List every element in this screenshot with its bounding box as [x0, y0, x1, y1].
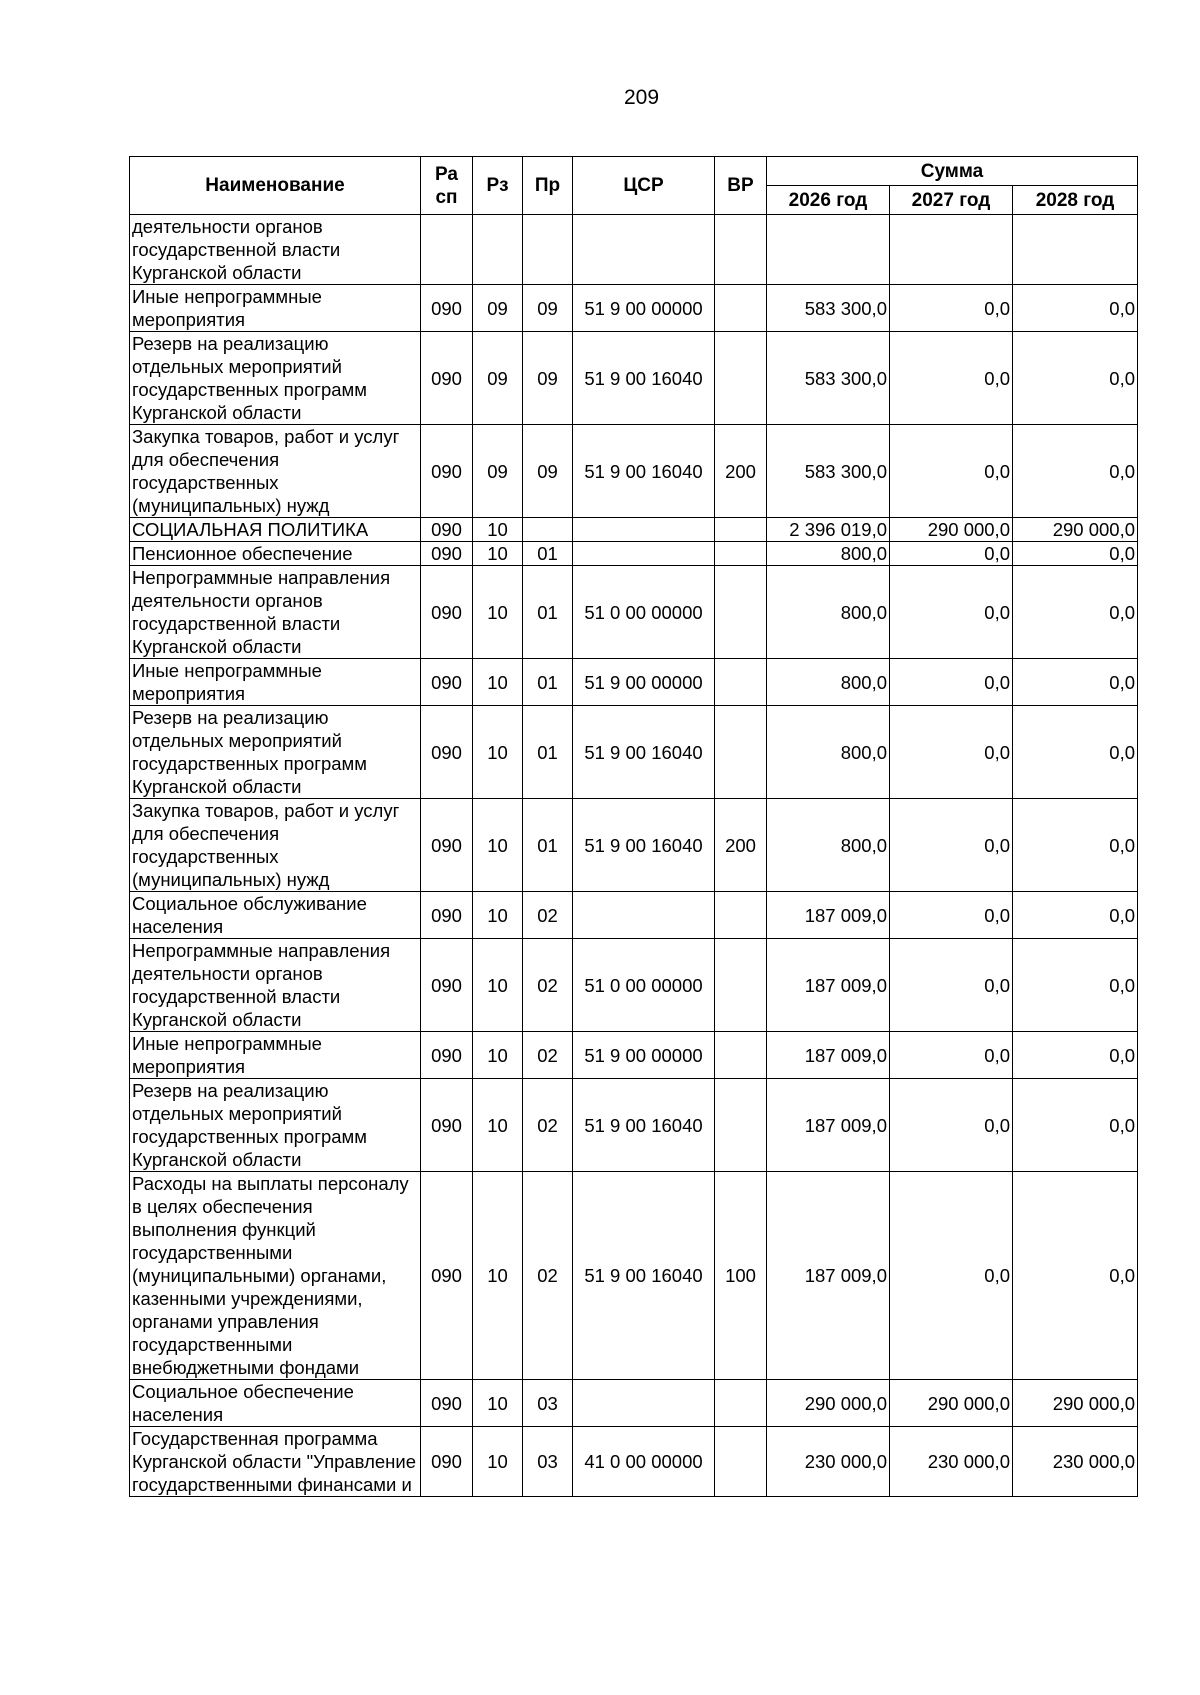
- row-vr: [715, 706, 767, 799]
- row-vr: [715, 542, 767, 566]
- table-row: [130, 332, 1138, 425]
- row-2027: 0,0: [890, 1172, 1013, 1380]
- row-2026: 2 396 019,0: [767, 518, 890, 542]
- row-pr: 02: [523, 1079, 573, 1172]
- row-vr: [715, 1032, 767, 1079]
- row-2028: 290 000,0: [1013, 518, 1138, 542]
- row-vr: 200: [715, 425, 767, 518]
- table-row: [130, 425, 1138, 518]
- row-csr: 41 0 00 00000: [573, 1427, 715, 1497]
- row-2028: 0,0: [1013, 1032, 1138, 1079]
- row-2028: 0,0: [1013, 566, 1138, 659]
- row-name: Социальное обеспечение населения: [130, 1380, 421, 1427]
- row-csr: [573, 518, 715, 542]
- row-2026: 187 009,0: [767, 892, 890, 939]
- header-2028: 2028 год: [1013, 186, 1138, 215]
- row-2026: 230 000,0: [767, 1427, 890, 1497]
- row-2027: 290 000,0: [890, 518, 1013, 542]
- row-2028: 0,0: [1013, 1079, 1138, 1172]
- row-vr: [715, 215, 767, 285]
- row-rz: 10: [473, 1172, 523, 1380]
- row-2026: 800,0: [767, 542, 890, 566]
- row-2028: 0,0: [1013, 659, 1138, 706]
- row-pr: 02: [523, 939, 573, 1032]
- row-2026: 583 300,0: [767, 425, 890, 518]
- row-csr: 51 0 00 00000: [573, 566, 715, 659]
- row-name: СОЦИАЛЬНАЯ ПОЛИТИКА: [130, 518, 421, 542]
- budget-table: [129, 156, 1138, 1497]
- row-vr: 100: [715, 1172, 767, 1380]
- row-rasp: 090: [421, 799, 473, 892]
- row-2027: 0,0: [890, 425, 1013, 518]
- row-2026: 800,0: [767, 566, 890, 659]
- row-2027: 0,0: [890, 542, 1013, 566]
- row-pr: 09: [523, 285, 573, 332]
- row-2028: [1013, 215, 1138, 285]
- row-2027: 0,0: [890, 706, 1013, 799]
- row-rz: 10: [473, 518, 523, 542]
- row-csr: 51 9 00 16040: [573, 706, 715, 799]
- row-vr: [715, 659, 767, 706]
- row-2026: 800,0: [767, 706, 890, 799]
- row-2026: 583 300,0: [767, 285, 890, 332]
- row-csr: 51 9 00 16040: [573, 799, 715, 892]
- row-rz: 10: [473, 1032, 523, 1079]
- header-pr: Пр: [523, 157, 573, 215]
- row-2028: 0,0: [1013, 706, 1138, 799]
- row-rz: 10: [473, 1427, 523, 1497]
- row-name: Закупка товаров, работ и услуг для обеспечения государственных (муниципальных) нужд: [130, 799, 421, 892]
- header-vr: ВР: [715, 157, 767, 215]
- row-rz: 10: [473, 566, 523, 659]
- row-rasp: 090: [421, 566, 473, 659]
- row-2027: 0,0: [890, 332, 1013, 425]
- table-row: [130, 1380, 1138, 1427]
- row-rz: 10: [473, 706, 523, 799]
- row-name: Иные непрограммные мероприятия: [130, 285, 421, 332]
- row-csr: [573, 215, 715, 285]
- row-2027: 0,0: [890, 939, 1013, 1032]
- row-vr: [715, 1380, 767, 1427]
- row-pr: 01: [523, 799, 573, 892]
- row-pr: 03: [523, 1427, 573, 1497]
- row-vr: [715, 518, 767, 542]
- row-2027: 0,0: [890, 799, 1013, 892]
- header-2027: 2027 год: [890, 186, 1013, 215]
- table-row: [130, 659, 1138, 706]
- table-row: [130, 939, 1138, 1032]
- row-2028: 0,0: [1013, 542, 1138, 566]
- row-2028: 0,0: [1013, 332, 1138, 425]
- table-row: [130, 1079, 1138, 1172]
- row-rz: 10: [473, 1380, 523, 1427]
- row-name: Резерв на реализацию отдельных мероприятий государственных программ Курганской области: [130, 332, 421, 425]
- row-2026: 800,0: [767, 799, 890, 892]
- row-rz: 10: [473, 939, 523, 1032]
- row-rasp: 090: [421, 1032, 473, 1079]
- row-2026: 290 000,0: [767, 1380, 890, 1427]
- row-pr: 02: [523, 1032, 573, 1079]
- row-pr: 01: [523, 706, 573, 799]
- row-pr: 09: [523, 425, 573, 518]
- row-2028: 0,0: [1013, 285, 1138, 332]
- row-rasp: 090: [421, 1380, 473, 1427]
- row-rz: 09: [473, 285, 523, 332]
- row-csr: 51 9 00 00000: [573, 285, 715, 332]
- row-pr: 09: [523, 332, 573, 425]
- row-name: Резерв на реализацию отдельных мероприятий государственных программ Курганской области: [130, 706, 421, 799]
- table-row: [130, 215, 1138, 285]
- row-rz: 10: [473, 659, 523, 706]
- row-csr: [573, 1380, 715, 1427]
- row-2026: [767, 215, 890, 285]
- header-csr: ЦСР: [573, 157, 715, 215]
- row-2028: 0,0: [1013, 425, 1138, 518]
- row-2028: 0,0: [1013, 892, 1138, 939]
- row-rasp: 090: [421, 706, 473, 799]
- row-vr: [715, 566, 767, 659]
- header-rasp: Ра сп: [421, 157, 473, 215]
- table-row: [130, 799, 1138, 892]
- row-name: Пенсионное обеспечение: [130, 542, 421, 566]
- row-2026: 800,0: [767, 659, 890, 706]
- row-rasp: 090: [421, 542, 473, 566]
- row-rasp: 090: [421, 1172, 473, 1380]
- header-rz: Рз: [473, 157, 523, 215]
- row-rz: 10: [473, 892, 523, 939]
- row-2028: 0,0: [1013, 939, 1138, 1032]
- row-pr: 01: [523, 542, 573, 566]
- row-name: Непрограммные направления деятельности органов государственной власти Курганской области: [130, 566, 421, 659]
- row-vr: [715, 939, 767, 1032]
- row-2027: 290 000,0: [890, 1380, 1013, 1427]
- table-row: [130, 1032, 1138, 1079]
- row-csr: [573, 892, 715, 939]
- row-csr: 51 9 00 16040: [573, 425, 715, 518]
- table-row: [130, 1427, 1138, 1497]
- row-rasp: 090: [421, 1079, 473, 1172]
- row-pr: 02: [523, 892, 573, 939]
- row-name: Резерв на реализацию отдельных мероприятий государственных программ Курганской области: [130, 1079, 421, 1172]
- row-pr: 01: [523, 566, 573, 659]
- row-rasp: 090: [421, 332, 473, 425]
- row-name: деятельности органов государственной власти Курганской области: [130, 215, 421, 285]
- row-rasp: 090: [421, 892, 473, 939]
- row-name: Закупка товаров, работ и услуг для обеспечения государственных (муниципальных) нужд: [130, 425, 421, 518]
- row-rasp: [421, 215, 473, 285]
- row-2028: 230 000,0: [1013, 1427, 1138, 1497]
- row-name: Иные непрограммные мероприятия: [130, 659, 421, 706]
- row-rasp: 090: [421, 939, 473, 1032]
- row-name: Иные непрограммные мероприятия: [130, 1032, 421, 1079]
- row-2028: 290 000,0: [1013, 1380, 1138, 1427]
- row-csr: 51 9 00 16040: [573, 1079, 715, 1172]
- row-rasp: 090: [421, 1427, 473, 1497]
- row-rasp: 090: [421, 285, 473, 332]
- row-2026: 583 300,0: [767, 332, 890, 425]
- header-2026: 2026 год: [767, 186, 890, 215]
- row-csr: 51 9 00 16040: [573, 1172, 715, 1380]
- row-name: Государственная программа Курганской области "Управление государственными финансами и: [130, 1427, 421, 1497]
- row-rz: 10: [473, 799, 523, 892]
- row-2026: 187 009,0: [767, 1032, 890, 1079]
- row-name: Непрограммные направления деятельности органов государственной власти Курганской области: [130, 939, 421, 1032]
- row-name: Расходы на выплаты персоналу в целях обеспечения выполнения функций государственными (муниципальными) органами, казенными учреждениями, органами управления государственными внебюджетными фондами: [130, 1172, 421, 1380]
- row-rasp: 090: [421, 659, 473, 706]
- table-row: [130, 706, 1138, 799]
- row-rz: 09: [473, 332, 523, 425]
- row-2028: 0,0: [1013, 799, 1138, 892]
- row-vr: 200: [715, 799, 767, 892]
- table-row: [130, 1172, 1138, 1380]
- row-csr: 51 9 00 00000: [573, 1032, 715, 1079]
- row-pr: [523, 518, 573, 542]
- page-number: 209: [623, 86, 660, 109]
- row-pr: 03: [523, 1380, 573, 1427]
- table-row: [130, 285, 1138, 332]
- row-2027: [890, 215, 1013, 285]
- row-pr: [523, 215, 573, 285]
- table-row: [130, 518, 1138, 542]
- row-rz: 09: [473, 425, 523, 518]
- row-csr: [573, 542, 715, 566]
- row-pr: 01: [523, 659, 573, 706]
- row-csr: 51 9 00 00000: [573, 659, 715, 706]
- row-2027: 0,0: [890, 285, 1013, 332]
- row-rz: [473, 215, 523, 285]
- header-sum: Сумма: [767, 157, 1138, 186]
- row-rz: 10: [473, 1079, 523, 1172]
- row-csr: 51 9 00 16040: [573, 332, 715, 425]
- row-rasp: 090: [421, 518, 473, 542]
- row-2026: 187 009,0: [767, 1172, 890, 1380]
- row-2028: 0,0: [1013, 1172, 1138, 1380]
- row-2027: 0,0: [890, 1032, 1013, 1079]
- header-name: Наименование: [130, 157, 421, 215]
- row-vr: [715, 1427, 767, 1497]
- row-csr: 51 0 00 00000: [573, 939, 715, 1032]
- row-vr: [715, 285, 767, 332]
- row-2027: 0,0: [890, 1079, 1013, 1172]
- row-vr: [715, 1079, 767, 1172]
- row-2026: 187 009,0: [767, 1079, 890, 1172]
- table-row: [130, 892, 1138, 939]
- row-2027: 0,0: [890, 566, 1013, 659]
- row-vr: [715, 892, 767, 939]
- row-2027: 0,0: [890, 892, 1013, 939]
- table-row: [130, 542, 1138, 566]
- row-2027: 0,0: [890, 659, 1013, 706]
- row-vr: [715, 332, 767, 425]
- row-rasp: 090: [421, 425, 473, 518]
- row-name: Социальное обслуживание населения: [130, 892, 421, 939]
- row-pr: 02: [523, 1172, 573, 1380]
- row-2026: 187 009,0: [767, 939, 890, 1032]
- row-rz: 10: [473, 542, 523, 566]
- row-2027: 230 000,0: [890, 1427, 1013, 1497]
- table-row: [130, 566, 1138, 659]
